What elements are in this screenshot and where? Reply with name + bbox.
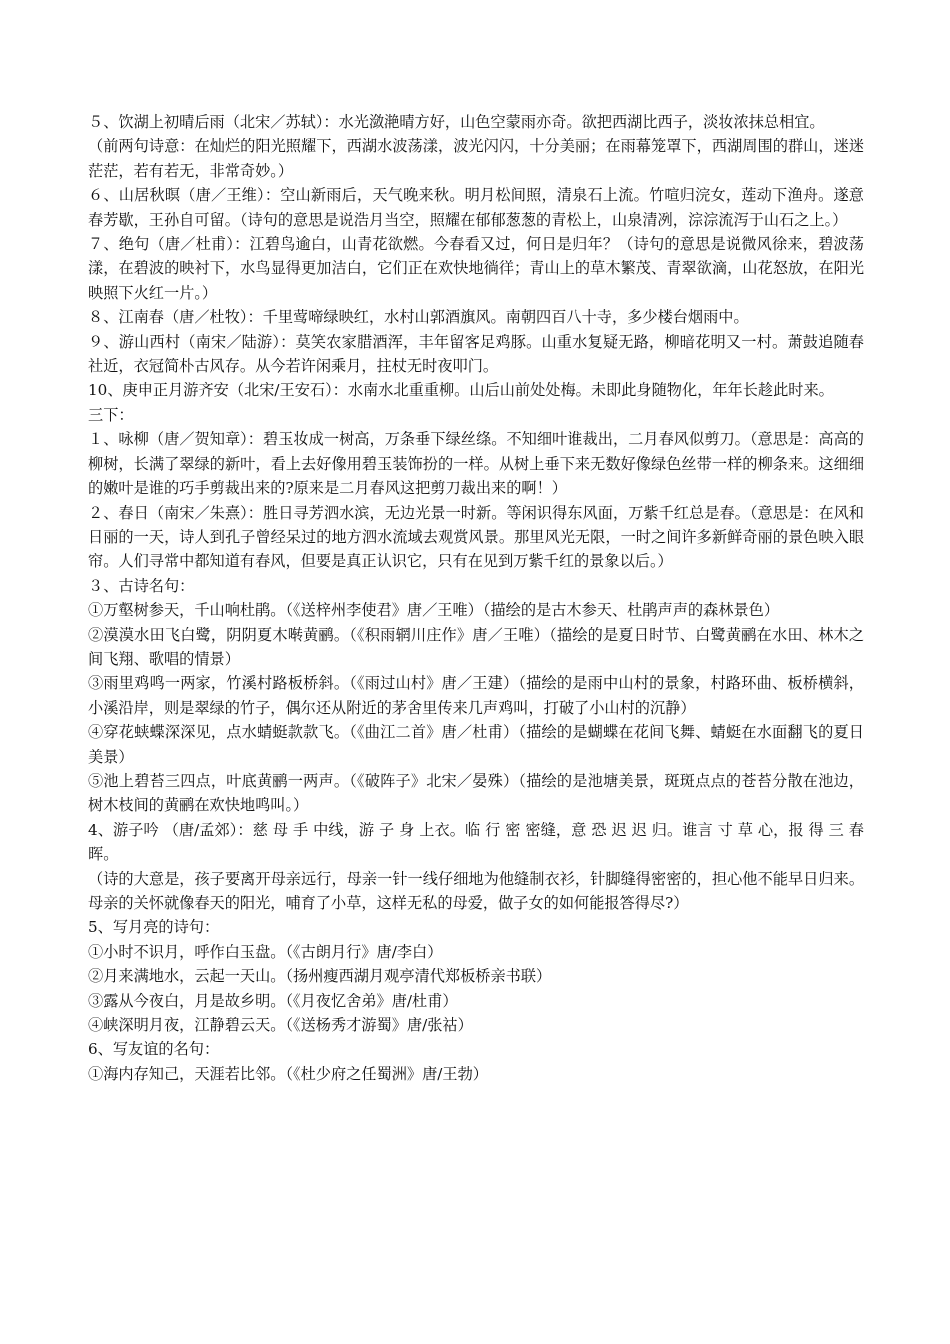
famous-line-3: ③雨里鸡鸣一两家，竹溪村路板桥斜。（《雨过山村》唐／王建）（描绘的是雨中山村的景象，村路环曲、板桥横斜，小溪沿岸，则是翠绿的竹子，偶尔还从附近的茅舍里传来几声鸡叫，打破了小山村的沉静） <box>88 674 864 717</box>
poem-2-chun-ri: ２、春日（南宋／朱熹）：胜日寻芳泗水滨，无边光景一时新。等闲识得东风面，万紫千红总是春。（意思是：在风和日丽的一天，诗人到孔子曾经呆过的地方泗水流域去观赏风景。那里风光无限，一时之间许多新鲜奇丽的景色映入眼帘。人们寻常中都知道有春风，但要是真正认识它，只有在见到万紫千红的景象以后。） <box>88 503 864 571</box>
poem-9-you-shan-xi-cun: ９、游山西村（南宋／陆游）：莫笑农家腊酒浑，丰年留客足鸡豚。山重水复疑无路，柳暗花明又一村。萧鼓追随春社近，衣冠简朴古风存。从今若许闲乘月，拄杖无时夜叩门。 <box>88 332 864 376</box>
section-heading-san-xia: 三下： <box>88 405 134 424</box>
poem-10-geng-shen: 10、庚申正月游齐安（北宋/王安石）：水南水北重重柳。山后山前处处梅。未即此身随物化，年年长趁此时来。 <box>88 381 834 400</box>
poem-8-jiang-nan-chun: ８、江南春（唐／杜牧）：千里莺啼绿映红，水村山郭酒旗风。南朝四百八十寺，多少楼台烟雨中。 <box>88 308 749 327</box>
famous-line-4: ④穿花蛱蝶深深见，点水蜻蜓款款飞。（《曲江二首》唐／杜甫）（描绘的是蝴蝶在花间飞舞、蜻蜓在水面翻飞的夏日美景） <box>88 723 864 766</box>
poem-5-meaning: （前两句诗意：在灿烂的阳光照耀下，西湖水波荡漾，波光闪闪，十分美丽；在雨幕笼罩下，西湖周围的群山，迷迷茫茫，若有若无，非常奇妙。） <box>88 137 864 180</box>
poem-5-yin-hu-shang: ５、饮湖上初晴后雨（北宋／苏轼）：水光潋滟晴方好，山色空蒙雨亦奇。欲把西湖比西子，淡妆浓抹总相宜。 <box>88 113 825 131</box>
moon-line-3: ③露从今夜白，月是故乡明。（《月夜忆舍弟》唐/杜甫） <box>88 991 458 1010</box>
famous-line-5: ⑤池上碧苔三四点，叶底黄鹂一两声。（《破阵子》北宋／晏殊）（描绘的是池塘美景，斑斑点点的苍苔分散在池边，树木枝间的黄鹂在欢快地鸣叫。） <box>88 771 864 815</box>
famous-line-1: ①万壑树参天，千山响杜鹃。（《送梓州李使君》唐／王唯）（描绘的是古木参天、杜鹃声声的森林景色） <box>88 601 780 620</box>
poem-1-yong-liu: １、咏柳（唐／贺知章）：碧玉妆成一树高，万条垂下绿丝绦。不知细叶谁裁出，二月春风似剪刀。（意思是：高高的柳树，长满了翠绿的新叶，看上去好像用碧玉装饰扮的一样。从树上垂下来无数好像绿色丝带一样的柳条来。这细细的嫩叶是谁的巧手剪裁出来的?原来是二月春风这把剪刀裁出来的啊！） <box>88 430 864 498</box>
friendship-lines-heading: 6、写友谊的名句： <box>88 1040 220 1059</box>
poem-4-you-zi-yin: 4、游子吟 （唐/孟郊）：慈 母 手 中线，游 子 身 上衣。临 行 密 密缝，意 恐 迟 迟 归。谁言 寸 草 心，报 得 三 春晖。 <box>88 820 864 864</box>
famous-lines-heading: ３、古诗名句： <box>88 576 195 595</box>
moon-lines-heading: 5、写月亮的诗句： <box>88 918 220 937</box>
moon-line-2: ②月来满地水，云起一天山。（扬州瘦西湖月观亭清代郑板桥亲书联） <box>88 967 552 986</box>
poem-4-meaning: （诗的大意是，孩子要离开母亲远行，母亲一针一线仔细地为他缝制衣衫，针脚缝得密密的，担心他不能早日归来。母亲的关怀就像春天的阳光，哺育了小草，这样无私的母爱，做子女的如何能报答得尽?） <box>88 869 864 912</box>
poem-7-jue-ju: ７、绝句（唐／杜甫）：江碧鸟逾白，山青花欲燃。今春看又过，何日是归年？（诗句的意思是说微风徐来，碧波荡漾，在碧波的映衬下，水鸟显得更加洁白，它们正在欢快地徜徉；青山上的草木繁茂、青翠欲滴，山花怒放，在阳光映照下火红一片。） <box>88 235 864 302</box>
moon-line-1: ①小时不识月，呼作白玉盘。（《古朗月行》唐/李白） <box>88 942 443 961</box>
moon-line-4: ④峡深明月夜，江静碧云天。（《送杨秀才游蜀》唐/张祜） <box>88 1016 473 1035</box>
poem-6-shan-ju-qiu-ming: ６、山居秋暝（唐／王维）：空山新雨后，天气晚来秋。明月松间照，清泉石上流。竹喧归浣女，莲动下渔舟。遂意春芳歇，王孙自可留。（诗句的意思是说浩月当空，照耀在郁郁葱葱的青松上，山泉清冽，淙淙流泻于山石之上。） <box>88 186 864 229</box>
famous-line-2: ②漠漠水田飞白鹭，阴阴夏木啭黄鹂。（《积雨辋川庄作》唐／王唯）（描绘的是夏日时节、白鹭黄鹂在水田、林木之间飞翔、歌唱的情景） <box>88 625 864 668</box>
friendship-line-1: ①海内存知己，天涯若比邻。（《杜少府之任蜀洲》唐/王勃） <box>88 1064 488 1083</box>
document-body <box>88 110 864 1086</box>
